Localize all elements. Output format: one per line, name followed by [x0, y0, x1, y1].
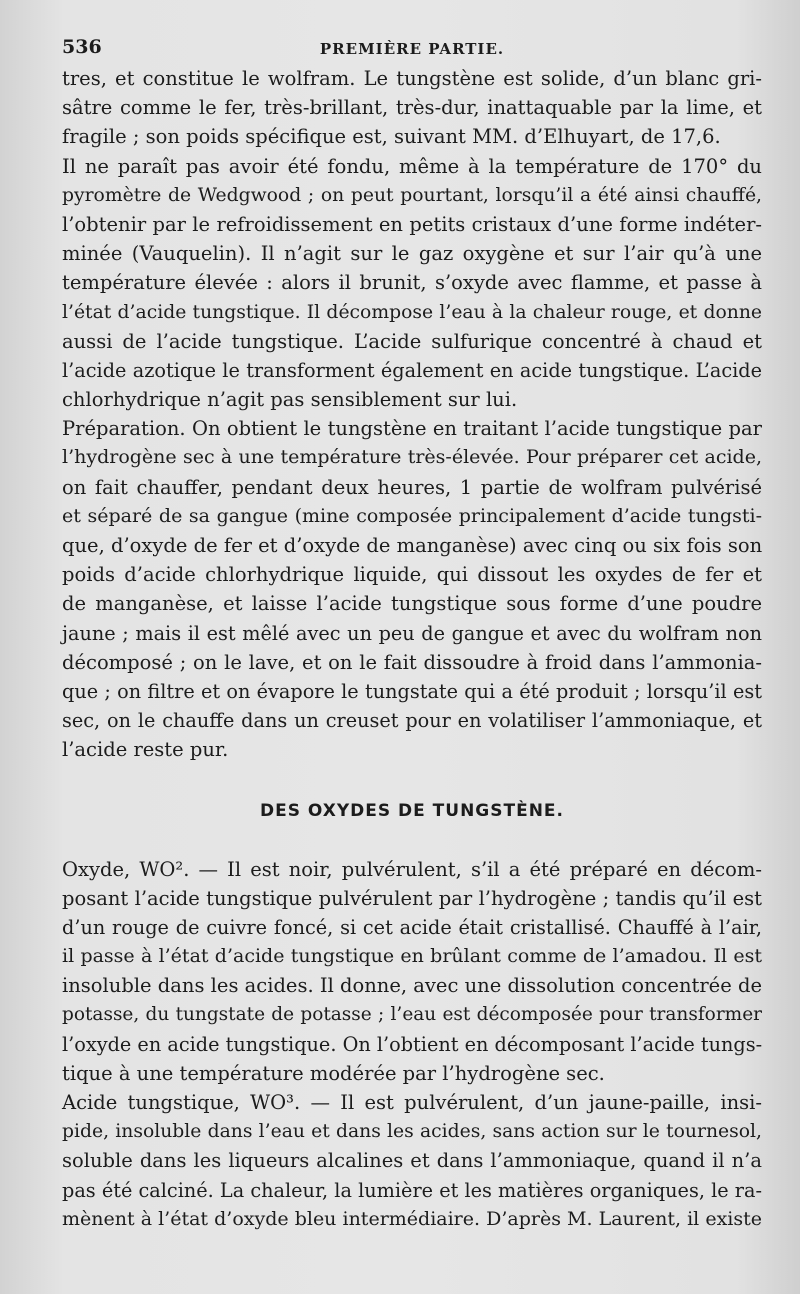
paragraph-tungsten-properties	[62, 64, 762, 152]
text-line: Il ne paraît pas avoir été fondu, même à la température de 170° du	[62, 154, 762, 178]
text-line: Préparation. On obtient le tungstène en traitant l’acide tungstique par	[62, 417, 762, 441]
text-line: pide, insoluble dans l’eau et dans les acides, sans action sur le tournesol,	[62, 1121, 762, 1143]
text-line: tique à une température modérée par l’hydrogène sec.	[62, 1061, 605, 1085]
text-line: décomposé ; on le lave, et on le fait dissoudre à froid dans l’ammonia-	[62, 650, 762, 674]
text-line: aussi de l’acide tungstique. L’acide sulfurique concentré à chaud et	[62, 329, 762, 353]
text-line: et séparé de sa gangue (mine composée principalement d’acide tungsti-	[62, 504, 762, 527]
section-heading: DES OXYDES DE TUNGSTÈNE.	[259, 800, 564, 821]
text-line: l’oxyde en acide tungstique. On l’obtient en décomposant l’acide tungs-	[62, 1032, 763, 1056]
text-line: que ; on filtre et on évapore le tungstate qui a été produit ; lorsqu’il est	[62, 679, 762, 703]
text-line: minée (Vauquelin). Il n’agit sur le gaz oxygène et sur l’air qu’à une	[62, 242, 762, 266]
paragraph-tungsten-fusion	[62, 152, 762, 415]
running-title: PREMIÈRE PARTIE.	[319, 40, 505, 58]
text-line: sâtre comme le fer, très-brillant, très-dur, inattaquable par la lime, et	[62, 96, 762, 120]
text-line: température élevée : alors il brunit, s’oxyde avec flamme, et passe à	[62, 271, 762, 295]
text-line: on fait chauffer, pendant deux heures, 1 partie de wolfram pulvérisé	[62, 475, 762, 499]
text-line: chlorhydrique n’agit pas sensiblement sur lui.	[62, 388, 518, 412]
text-line: Oxyde, WO². — Il est noir, pulvérulent, s’il a été préparé en décom-	[62, 857, 762, 881]
text-line: l’état d’acide tungstique. Il décompose l’eau à la chaleur rouge, et donne	[62, 301, 762, 323]
running-head	[62, 32, 762, 64]
text-line: pas été calciné. La chaleur, la lumière et les matières organiques, le ra-	[62, 1178, 762, 1202]
paragraph-preparation	[62, 414, 762, 764]
text-line: potasse, du tungstate de potasse ; l’eau est décomposée pour transformer	[62, 1004, 762, 1026]
text-line: jaune ; mais il est mêlé avec un peu de gangue et avec du wolfram non	[62, 621, 762, 645]
text-line: posant l’acide tungstique pulvérulent par l’hydrogène ; tandis qu’il est	[62, 886, 762, 910]
text-line: il passe à l’état d’acide tungstique en brûlant comme de l’amadou. Il est	[62, 945, 762, 968]
paragraph-oxyde	[62, 855, 762, 1089]
text-line: de manganèse, et laisse l’acide tungstique sous forme d’une poudre	[62, 592, 762, 616]
text-line: pyromètre de Wedgwood ; on peut pourtant, lorsqu’il a été ainsi chauffé,	[62, 184, 762, 206]
text-line: fragile ; son poids spécifique est, suivant MM. d’Elhuyart, de 17,6.	[62, 125, 721, 149]
text-line: sec, on le chauffe dans un creuset pour en volatiliser l’ammoniaque, et	[62, 709, 762, 733]
text-line: soluble dans les liqueurs alcalines et dans l’ammoniaque, quand il n’a	[62, 1149, 762, 1173]
text-line: l’acide reste pur.	[62, 738, 229, 762]
text-line: Acide tungstique, WO³. — Il est pulvérulent, d’un jaune-paille, insi-	[62, 1091, 762, 1114]
text-line: tres, et constitue le wolfram. Le tungstène est solide, d’un blanc gri-	[62, 67, 762, 90]
text-line: insoluble dans les acides. Il donne, avec une dissolution concentrée de	[62, 974, 762, 998]
text-line: d’un rouge de cuivre foncé, si cet acide était cristallisé. Chauffé à l’air,	[62, 915, 762, 939]
paragraph-acide-tungstique	[62, 1088, 762, 1234]
text-line: l’obtenir par le refroidissement en petits cristaux d’une forme indéter-	[62, 212, 762, 236]
text-line: l’acide azotique le transforment également en acide tungstique. L’acide	[62, 358, 762, 382]
text-line: que, d’oxyde de fer et d’oxyde de manganèse) avec cinq ou six fois son	[62, 534, 763, 557]
page-number: 536	[62, 36, 102, 58]
text-line: mènent à l’état d’oxyde bleu intermédiaire. D’après M. Laurent, il existe	[62, 1207, 762, 1230]
text-line: l’hydrogène sec à une température très-élevée. Pour préparer cet acide,	[62, 446, 762, 469]
text-line: poids d’acide chlorhydrique liquide, qui dissout les oxydes de fer et	[62, 563, 762, 587]
